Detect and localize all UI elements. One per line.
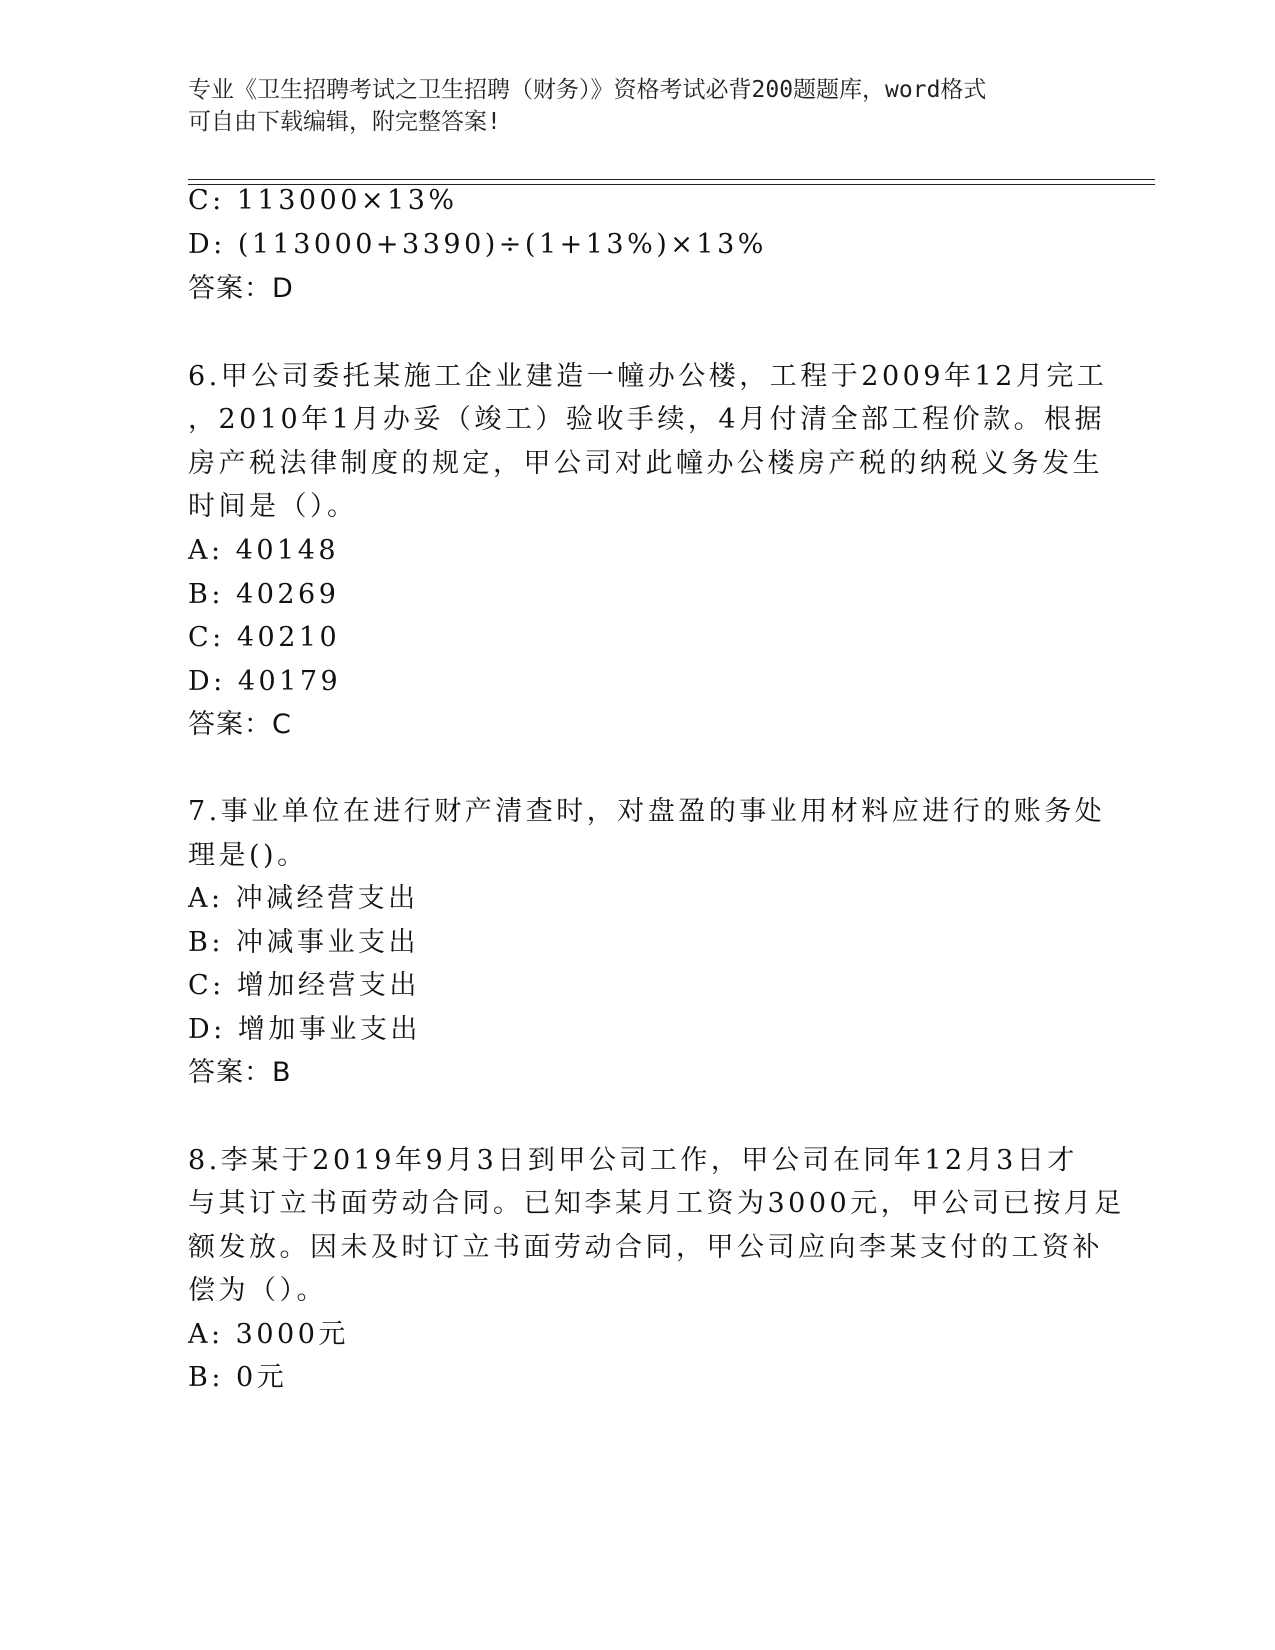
q8-option-b: B: 0元 bbox=[188, 1362, 288, 1393]
q7-stem-line-1: 7.事业单位在进行财产清查时，对盘盈的事业用材料应进行的账务处 bbox=[188, 796, 1106, 827]
q6-option-b: B: 40269 bbox=[188, 579, 340, 610]
q6-answer: 答案：C bbox=[188, 709, 292, 740]
q7-option-c: C: 增加经营支出 bbox=[188, 970, 420, 1001]
q6-option-d: D: 40179 bbox=[188, 666, 342, 697]
q7-stem-line-2: 理是()。 bbox=[188, 840, 308, 871]
q7-option-b: B: 冲减事业支出 bbox=[188, 927, 420, 958]
document-header bbox=[188, 74, 1088, 138]
q6-stem-line-2: ，2010年1月办妥（竣工）验收手续，4月付清全部工程价款。根据 bbox=[188, 404, 1106, 435]
q5-option-d: D: (113000+3390)÷(1+13%)×13% bbox=[188, 229, 767, 260]
q8-option-a: A: 3000元 bbox=[188, 1319, 349, 1350]
q6-stem-line-1: 6.甲公司委托某施工企业建造一幢办公楼，工程于2009年12月完工 bbox=[188, 361, 1108, 392]
header-title-line-1: 专业《卫生招聘考试之卫生招聘（财务）》资格考试必背200题题库，word格式 bbox=[188, 77, 987, 103]
q6-option-c: C: 40210 bbox=[188, 622, 341, 653]
q8-stem-line-4: 偿为（）。 bbox=[188, 1275, 327, 1306]
q6-option-a: A: 40148 bbox=[188, 535, 340, 566]
q8-stem-line-2: 与其订立书面劳动合同。已知李某月工资为3000元，甲公司已按月足 bbox=[188, 1188, 1125, 1219]
header-title-line-2: 可自由下载编辑，附完整答案! bbox=[188, 109, 501, 135]
q8-stem-line-3: 额发放。因未及时订立书面劳动合同，甲公司应向李某支付的工资补 bbox=[188, 1232, 1103, 1263]
q6-stem-line-4: 时间是（）。 bbox=[188, 491, 358, 522]
q5-answer: 答案：D bbox=[188, 273, 294, 304]
q6-stem-line-3: 房产税法律制度的规定，甲公司对此幢办公楼房产税的纳税义务发生 bbox=[188, 448, 1103, 479]
q7-option-a: A: 冲减经营支出 bbox=[188, 883, 419, 914]
q5-option-c: C: 113000×13% bbox=[188, 185, 458, 216]
q8-stem-line-1: 8.李某于2019年9月3日到甲公司工作，甲公司在同年12月3日才 bbox=[188, 1145, 1078, 1176]
q7-option-d: D: 增加事业支出 bbox=[188, 1014, 421, 1045]
q7-answer: 答案：B bbox=[188, 1057, 292, 1088]
